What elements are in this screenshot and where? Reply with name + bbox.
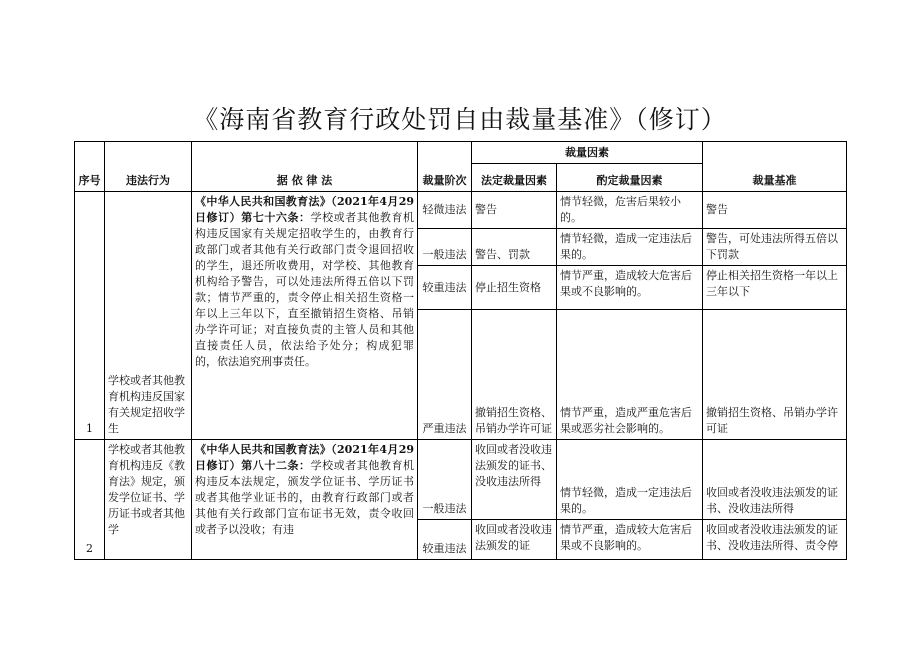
violation-behavior: 学校或者其他教育机构违反《教育法》规定，颁发学位证书、学历证书或者其他学 [105,440,192,560]
discretion-factor: 情节轻微，造成一定违法后果的。 [557,229,703,266]
legal-factor: 收回或者没收违法颁发的证书、没收违法所得 [472,440,557,520]
violation-level: 严重违法 [418,310,472,440]
header-level: 裁量阶次 [418,142,472,192]
header-legal-factor: 法定裁量因素 [472,164,557,192]
document-title: 《海南省教育行政处罚自由裁量基准》（修订） [193,105,727,134]
table-row [75,440,847,520]
legal-basis [192,440,418,560]
legal-factor: 警告 [472,192,557,229]
discretion-factor: 情节轻微，危害后果较小的。 [557,192,703,229]
standard: 收回或者没收违法颁发的证书、没收违法所得、责令停 [703,520,847,560]
header-standard: 裁量基准 [703,142,847,192]
row-number: 1 [75,192,105,440]
violation-behavior: 学校或者其他教育机构违反国家有关规定招收学生 [105,192,192,440]
header-discretion-factor: 酌定裁量因素 [557,164,703,192]
legal-basis-text: 学校或者其他教育机构违反本法规定，颁发学位证书、学历证书或者其他学业证书的，由教育行政部门或者其他有关行政部门宣布证书无效，责令收回或者予以没收；有违 [195,459,415,536]
standard: 警告，可处违法所得五倍以下罚款 [703,229,847,266]
violation-level: 较重违法 [418,520,472,560]
legal-basis-text: 学校或者其他教育机构违反国家有关规定招收学生的，由教育行政部门或者其他有关行政部门责令退回招收的学生，退还所收费用，对学校、其他教育机构给予警告，可以处违法所得五倍以下罚款；情节严重的，责令停止相关招生资格一年以上三年以下，直至撤销招生资格、吊销办学许可证；对直接负责的主管人员和其他直接责任人员，依法给予处分；构成犯罪的，依法追究刑事责任。 [195,211,415,368]
discretion-factor: 情节严重，造成严重危害后果或恶劣社会影响的。 [557,310,703,440]
header-basis: 据 依 律 法 [192,142,418,192]
discretion-factor: 情节严重，造成较大危害后果或不良影响的。 [557,520,703,560]
row-number: 2 [75,440,105,560]
standard: 停止相关招生资格一年以上三年以下 [703,266,847,310]
standard: 撤销招生资格、吊销办学许可证 [703,310,847,440]
violation-level: 一般违法 [418,229,472,266]
legal-factor: 警告、罚款 [472,229,557,266]
legal-basis-title: 《中华人民共和国教育法》（2021年4月29日修订）第七十六条： [195,195,414,224]
violation-level: 一般违法 [418,440,472,520]
violation-level: 较重违法 [418,266,472,310]
legal-factor: 停止招生资格 [472,266,557,310]
legal-basis [192,192,418,440]
table-row [75,192,847,229]
discretion-factor: 情节轻微，造成一定违法后果的。 [557,440,703,520]
header-no: 序号 [75,142,105,192]
penalty-standard-table [74,141,847,560]
discretion-factor: 情节严重，造成较大危害后果或不良影响的。 [557,266,703,310]
legal-factor: 撤销招生资格、吊销办学许可证 [472,310,557,440]
legal-basis-title: 《中华人民共和国教育法》（2021年4月29日修订）第八十二条： [195,443,414,472]
standard: 收回或者没收违法颁发的证书、没收违法所得 [703,440,847,520]
header-behavior: 违法行为 [105,142,192,192]
header-factors: 裁量因素 [472,142,703,164]
standard: 警告 [703,192,847,229]
legal-factor: 收回或者没收违法颁发的证 [472,520,557,560]
violation-level: 轻微违法 [418,192,472,229]
